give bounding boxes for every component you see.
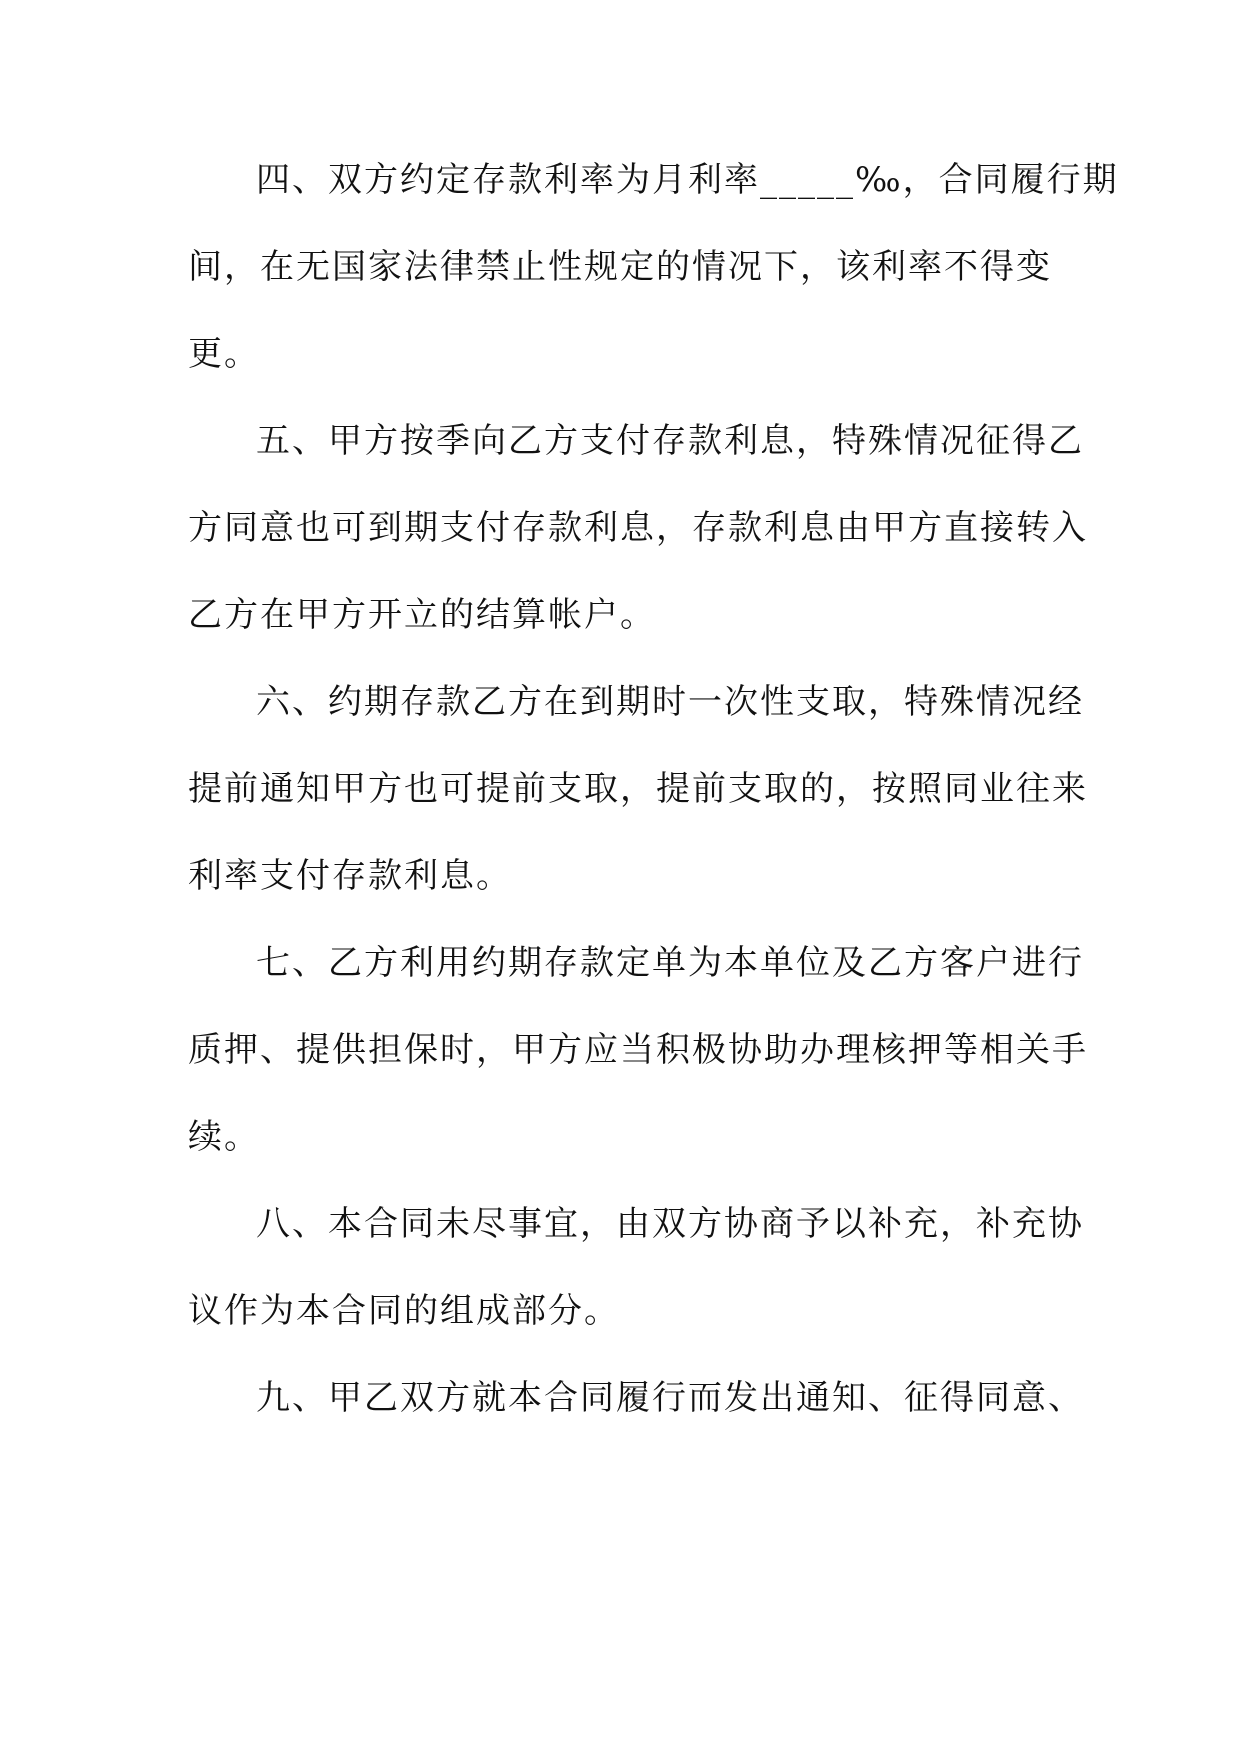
clause-6-line-2: 提前通知甲方也可提前支取，提前支取的，按照同业往来 [188, 769, 1088, 809]
clause-5-line-3: 乙方在甲方开立的结算帐户。 [188, 595, 656, 635]
clause-7-line-1: 七、乙方利用约期存款定单为本单位及乙方客户进行 [256, 943, 1084, 983]
clause-5-line-1: 五、甲方按季向乙方支付存款利息，特殊情况征得乙 [256, 421, 1084, 461]
clause-6-line-1: 六、约期存款乙方在到期时一次性支取，特殊情况经 [256, 682, 1084, 722]
clause-8-line-1: 八、本合同未尽事宜，由双方协商予以补充，补充协 [256, 1204, 1084, 1244]
clause-6-line-3: 利率支付存款利息。 [188, 856, 512, 896]
clause-5-line-2: 方同意也可到期支付存款利息，存款利息由甲方直接转入 [188, 508, 1088, 548]
clause-4-line-2: 间，在无国家法律禁止性规定的情况下，该利率不得变 [188, 247, 1052, 287]
clause-4-line-3: 更。 [188, 334, 260, 374]
clause-7-line-3: 续。 [188, 1117, 260, 1157]
clause-4-line-1: 四、双方约定存款利率为月利率_____‰，合同履行期 [256, 160, 1119, 200]
clause-7-line-2: 质押、提供担保时，甲方应当积极协助办理核押等相关手 [188, 1030, 1088, 1070]
clause-8-line-2: 议作为本合同的组成部分。 [188, 1291, 620, 1331]
clause-9-line-1: 九、甲乙双方就本合同履行而发出通知、征得同意、 [256, 1378, 1084, 1418]
